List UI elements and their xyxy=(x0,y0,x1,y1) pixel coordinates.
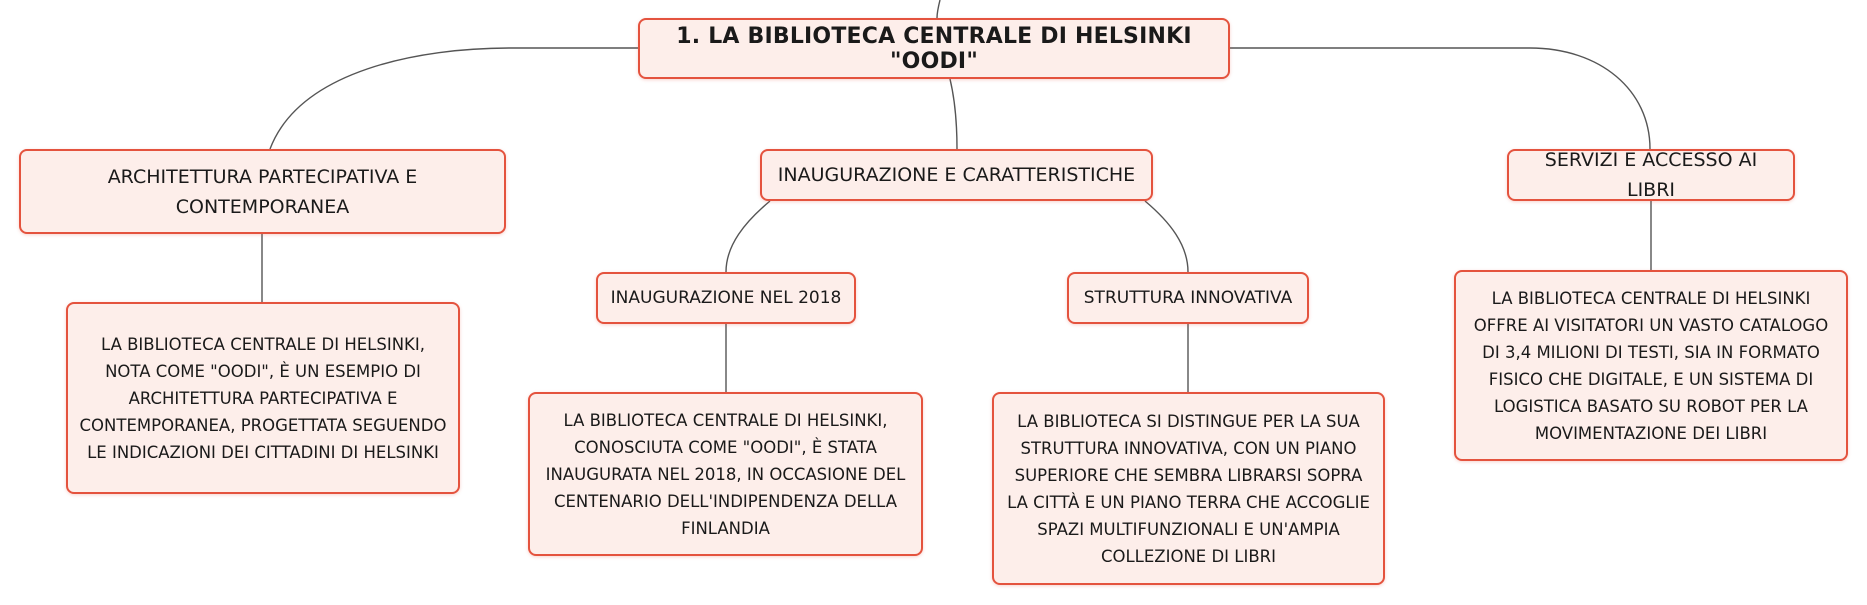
subtopic-inaugurazione-2018-label: INAUGURAZIONE NEL 2018 xyxy=(610,288,842,308)
detail-servizi-text: LA BIBLIOTECA CENTRALE DI HELSINKI OFFRE AI VISITATORI UN VASTO CATALOGO DI 3,4 MILIONI DI TESTI, SIA IN FORMATO FISICO CHE DIGITALE, E UN SISTEMA DI LOGISTICA BASATO SU ROBOT PER LA MOVIMENTAZIONE DEI LIBRI xyxy=(1473,288,1829,443)
subtopic-inaugurazione-2018[interactable] xyxy=(596,272,856,324)
branch-inaugurazione[interactable] xyxy=(760,149,1153,201)
connector-root-to-architettura xyxy=(270,48,640,149)
root-topic-label: 1. LA BIBLIOTECA CENTRALE DI HELSINKI "OODI" xyxy=(676,23,1192,74)
branch-architettura[interactable] xyxy=(19,149,506,234)
connector-parent-to-root xyxy=(937,0,940,18)
branch-servizi-label: SERVIZI E ACCESSO AI LIBRI xyxy=(1544,149,1758,201)
connector-inaugurazione-to-2018 xyxy=(726,201,770,272)
detail-struttura[interactable] xyxy=(992,392,1385,585)
connector-root-to-servizi xyxy=(1230,48,1650,149)
subtopic-struttura[interactable] xyxy=(1067,272,1309,324)
root-topic[interactable] xyxy=(638,18,1230,79)
branch-architettura-label: ARCHITETTURA PARTECIPATIVA E CONTEMPORANEA xyxy=(107,165,418,218)
detail-struttura-text: LA BIBLIOTECA SI DISTINGUE PER LA SUA STRUTTURA INNOVATIVA, CON UN PIANO SUPERIORE CHE SEMBRA LIBRARSI SOPRA LA CITTÀ E UN PIANO TERRA CHE ACCOGLIE SPAZI MULTIFUNZIONALI E UN'AMPIA COLLEZIONE DI LIBRI xyxy=(1007,411,1370,566)
connector-root-to-inaugurazione xyxy=(950,79,957,149)
detail-architettura-text: LA BIBLIOTECA CENTRALE DI HELSINKI, NOTA COME "OODI", È UN ESEMPIO DI ARCHITETTURA PARTECIPATIVA E CONTEMPORANEA, PROGETTATA SEGUENDO LE INDICAZIONI DEI CITTADINI DI HELSINKI xyxy=(79,334,447,462)
branch-inaugurazione-label: INAUGURAZIONE E CARATTERISTICHE xyxy=(777,164,1136,186)
detail-inaugurazione-2018-text: LA BIBLIOTECA CENTRALE DI HELSINKI, CONOSCIUTA COME "OODI", È STATA INAUGURATA NEL 2018, IN OCCASIONE DEL CENTENARIO DELL'INDIPENDENZA DELLA FINLANDIA xyxy=(545,410,906,538)
detail-servizi[interactable] xyxy=(1454,270,1848,461)
branch-servizi[interactable] xyxy=(1507,149,1795,201)
detail-architettura[interactable] xyxy=(66,302,460,494)
subtopic-struttura-label: STRUTTURA INNOVATIVA xyxy=(1083,288,1293,308)
detail-inaugurazione-2018[interactable] xyxy=(528,392,923,556)
connector-inaugurazione-to-struttura xyxy=(1145,201,1188,272)
